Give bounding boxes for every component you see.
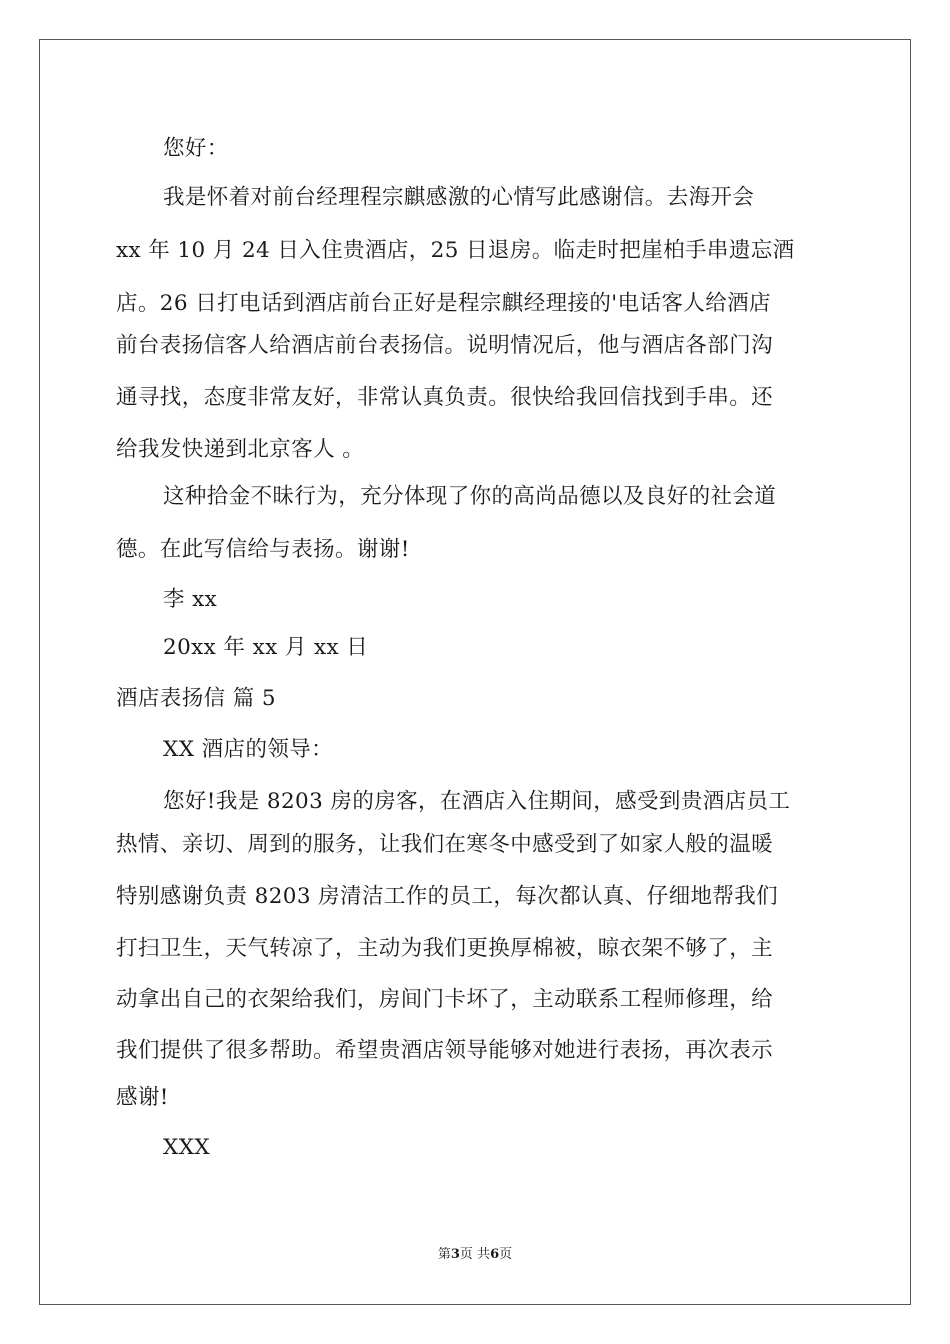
letter2-body-line: 您好!我是 8203 房的房客，在酒店入住期间，感受到贵酒店员工: [163, 789, 791, 814]
page-footer: [0, 1246, 950, 1264]
page-mid: 页 共: [459, 1247, 491, 1262]
letter1-body-line: 前台表扬信客人给酒店前台表扬信。说明情况后，他与酒店各部门沟: [116, 333, 774, 358]
letter1-para2-line: 德。在此写信给与表扬。谢谢!: [116, 537, 410, 562]
letter1-body-line: xx 年 10 月 24 日入住贵酒店，25 日退房。临走时把崖柏手串遗忘酒: [116, 238, 795, 263]
letter1-greeting: 您好：: [163, 136, 229, 161]
page-prefix: 第: [437, 1247, 451, 1262]
letter2-salutation: XX 酒店的领导：: [163, 737, 334, 762]
letter2-body-line: 打扫卫生，天气转凉了，主动为我们更换厚棉被，晾衣架不够了，主: [116, 936, 774, 961]
letter1-body-line: 我是怀着对前台经理程宗麒感激的心情写此感谢信。去海开会: [163, 185, 755, 210]
letter2-body-line: 我们提供了很多帮助。希望贵酒店领导能够对她进行表扬，再次表示: [116, 1038, 774, 1063]
letter1-date: 20xx 年 xx 月 xx 日: [163, 635, 369, 660]
page-suffix: 页: [499, 1247, 513, 1262]
letter1-signature: 李 xx: [163, 587, 218, 612]
letter1-body-line: 店。26 日打电话到酒店前台正好是程宗麒经理接的'电话客人给酒店: [116, 291, 771, 316]
letter1-body-line: 给我发快递到北京客人 。: [116, 437, 365, 462]
letter2-body-line: 动拿出自己的衣架给我们，房间门卡坏了，主动联系工程师修理，给: [116, 987, 774, 1012]
section-title: 酒店表扬信 篇 5: [116, 686, 276, 711]
letter1-para2-line: 这种拾金不昧行为，充分体现了你的高尚品德以及良好的社会道: [163, 484, 777, 509]
letter2-body-line: 特别感谢负责 8203 房清洁工作的员工，每次都认真、仔细地帮我们: [116, 884, 779, 909]
page-total: 6: [490, 1247, 500, 1262]
letter2-body-line: 感谢!: [116, 1085, 169, 1110]
letter2-body-line: 热情、亲切、周到的服务，让我们在寒冬中感受到了如家人般的温暖: [116, 832, 774, 857]
letter2-signature: XXX: [163, 1135, 211, 1160]
letter1-body-line: 通寻找，态度非常友好，非常认真负责。很快给我回信找到手串。还: [116, 385, 774, 410]
page-current: 3: [450, 1247, 460, 1262]
page-border: [39, 39, 911, 1305]
